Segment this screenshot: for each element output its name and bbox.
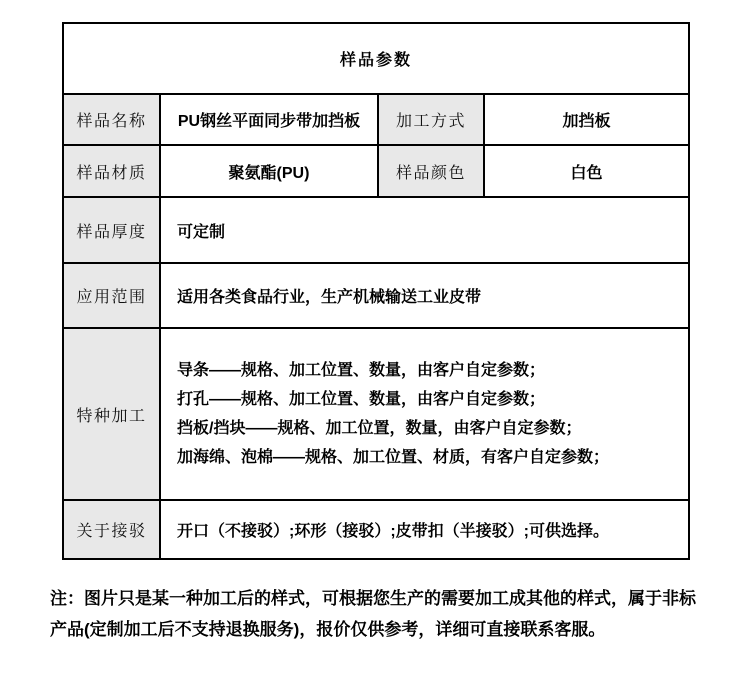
table-row <box>63 145 689 197</box>
value-about-joining: 开口（不接驳）;环形（接驳）;皮带扣（半接驳）;可供选择。 <box>160 500 689 559</box>
table-row <box>63 94 689 145</box>
footer-note-line: 产品(定制加工后不支持退换服务)，报价仅供参考，详细可直接联系客服。 <box>50 620 606 639</box>
table-row <box>63 328 689 500</box>
table-row <box>63 197 689 263</box>
label-sample-thickness: 样品厚度 <box>63 197 160 263</box>
value-sample-color: 白色 <box>484 145 689 197</box>
label-application-scope: 应用范围 <box>63 263 160 328</box>
label-about-joining: 关于接驳 <box>63 500 160 559</box>
value-processing-method: 加挡板 <box>484 94 689 145</box>
table-title: 样品参数 <box>63 23 689 94</box>
value-sample-name: PU钢丝平面同步带加挡板 <box>160 94 378 145</box>
footer-note <box>50 583 710 645</box>
special-processing-line: 挡板/挡块——规格、加工位置，数量，由客户自定参数； <box>177 420 582 437</box>
label-special-processing: 特种加工 <box>63 328 160 500</box>
label-sample-name: 样品名称 <box>63 94 160 145</box>
special-processing-line: 打孔——规格、加工位置、数量，由客户自定参数； <box>177 391 546 408</box>
value-special-processing <box>160 328 689 500</box>
special-processing-line: 加海绵、泡棉——规格、加工位置、材质，有客户自定参数； <box>177 449 610 466</box>
table-row <box>63 263 689 328</box>
special-processing-line: 导条——规格、加工位置、数量，由客户自定参数； <box>177 362 546 379</box>
label-sample-color: 样品颜色 <box>378 145 484 197</box>
value-sample-material: 聚氨酯(PU) <box>160 145 378 197</box>
footer-note-line: 注：图片只是某一种加工后的样式，可根据您生产的需要加工成其他的样式，属于非标 <box>50 589 696 608</box>
table-row <box>63 500 689 559</box>
label-sample-material: 样品材质 <box>63 145 160 197</box>
value-application-scope: 适用各类食品行业，生产机械输送工业皮带 <box>160 263 689 328</box>
table-row <box>63 23 689 94</box>
sample-parameters-table <box>62 22 690 560</box>
label-processing-method: 加工方式 <box>378 94 484 145</box>
value-sample-thickness: 可定制 <box>160 197 689 263</box>
